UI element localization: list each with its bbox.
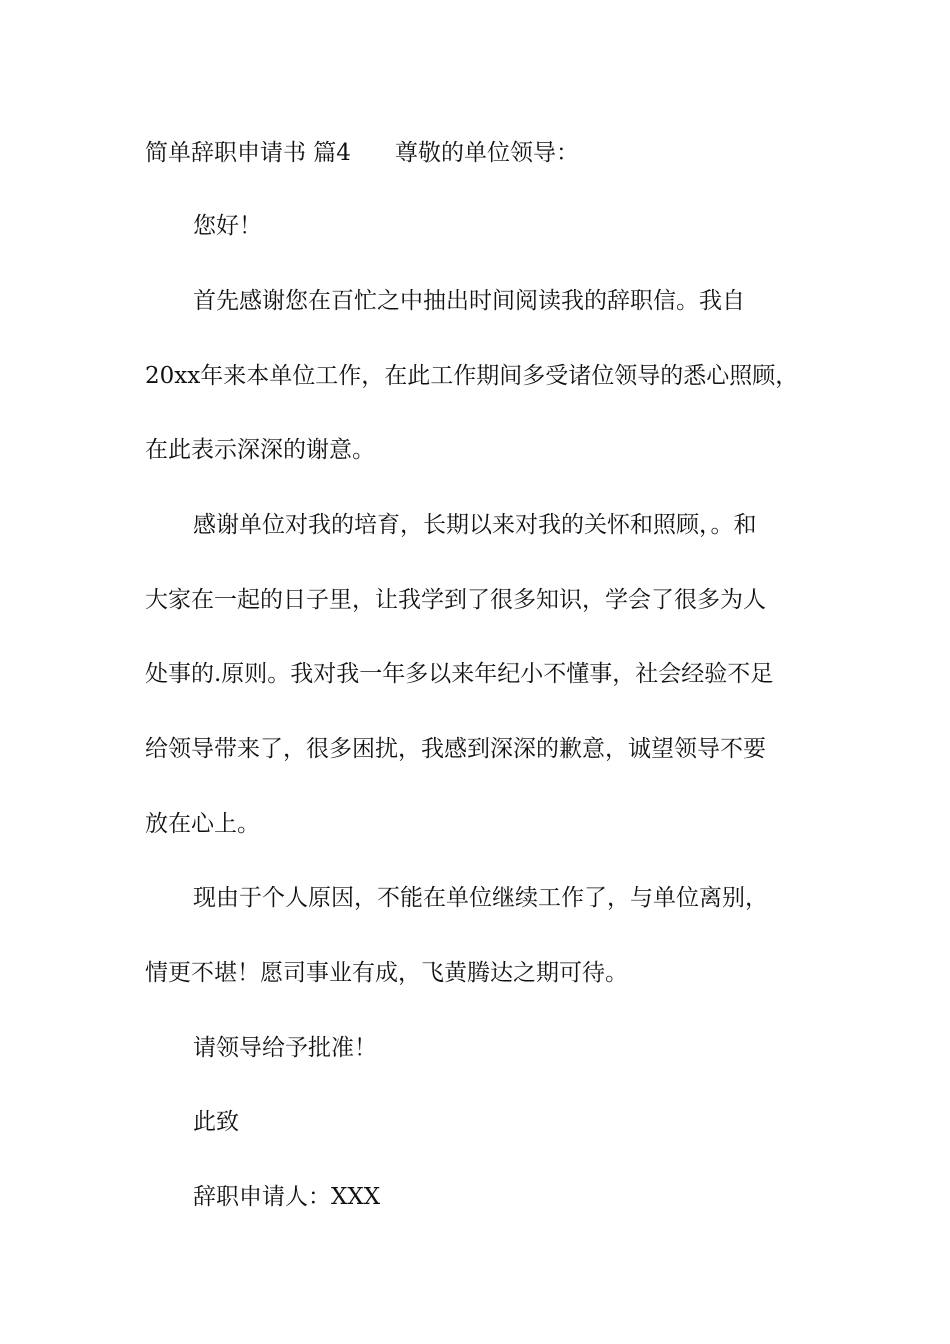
paragraph-line: 放在心上。 xyxy=(145,811,260,837)
greeting: 您好！ xyxy=(193,213,262,239)
document-title: 简单辞职申请书 篇4 xyxy=(145,140,351,166)
document-heading xyxy=(145,138,579,168)
paragraph-line: 感谢单位对我的培育，长期以来对我的关怀和照顾，。和 xyxy=(193,512,757,538)
paragraph-line: 情更不堪！愿司事业有成，飞黄腾达之期可待。 xyxy=(145,960,628,986)
paragraph-line: 处事的.原则。我对我一年多以来年纪小不懂事，社会经验不足 xyxy=(145,661,774,687)
salutation: 尊敬的单位领导： xyxy=(394,140,579,166)
paragraph-line: 大家在一起的日子里，让我学到了很多知识，学会了很多为人 xyxy=(145,587,766,613)
signature-line: 辞职申请人：XXX xyxy=(193,1184,381,1210)
paragraph-line: 在此表示深深的谢意。 xyxy=(145,437,375,463)
paragraph-line: 现由于个人原因，不能在单位继续工作了，与单位离别， xyxy=(193,885,768,911)
closing-line: 此致 xyxy=(193,1109,239,1135)
paragraph-line: 首先感谢您在百忙之中抽出时间阅读我的辞职信。我自 xyxy=(193,288,745,314)
paragraph-line: 给领导带来了，很多困扰，我感到深深的歉意，诚望领导不要 xyxy=(145,736,766,762)
paragraph-line: 20xx年来本单位工作，在此工作期间多受诸位领导的悉心照顾， xyxy=(145,363,799,389)
request-line: 请领导给予批准！ xyxy=(193,1035,377,1061)
